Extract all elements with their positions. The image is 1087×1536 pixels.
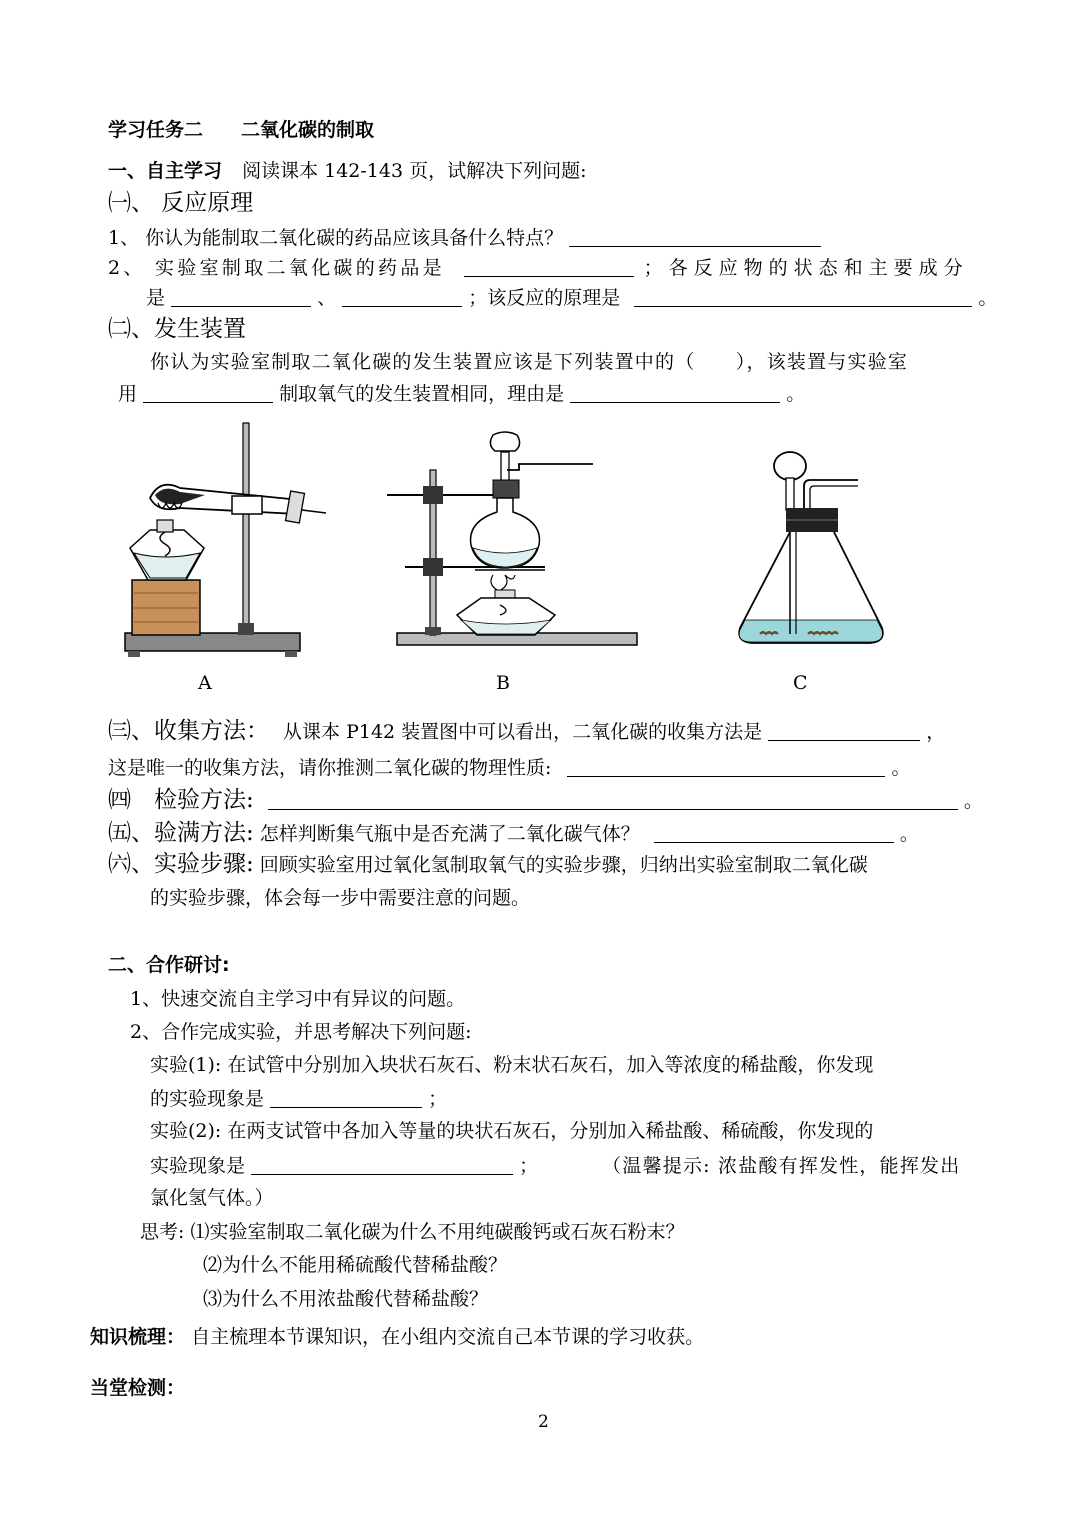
section-1-heading	[108, 162, 587, 181]
exp-1-text-c: ；	[428, 1088, 448, 1110]
q1-item-2-text-f: 。	[978, 287, 998, 309]
q2-text-2	[118, 384, 805, 404]
q2-text-2c: 。	[786, 383, 806, 405]
answer-blank[interactable]	[270, 1089, 422, 1108]
q2-text-1: 你认为实验室制取二氧化碳的发生装置应该是下列装置中的（ ），该装置与实验室	[150, 351, 909, 373]
q4-end: 。	[963, 790, 983, 812]
answer-blank[interactable]	[268, 791, 958, 810]
page-title: 学习任务二 二氧化碳的制取	[108, 119, 375, 141]
exp-2-text-e: 氯化氢气体。）	[150, 1187, 274, 1209]
q3-line-2	[108, 758, 911, 778]
apparatus-b-figure	[385, 430, 645, 650]
exp-2-text-b: 实验现象是	[150, 1155, 246, 1177]
apparatus-a-figure	[120, 418, 310, 663]
q2-title: ㈡、发生装置	[108, 316, 246, 342]
answer-blank[interactable]	[251, 1156, 513, 1175]
s2-item-1: 1、快速交流自主学习中有异议的问题。	[130, 988, 466, 1010]
s2-item-2: 2、合作完成实验，并思考解决下列问题:	[130, 1021, 472, 1043]
figure-label-b: B	[496, 672, 510, 694]
exp-1-text-b: 的实验现象是	[150, 1088, 265, 1110]
q1-item-1	[108, 228, 821, 248]
q1-item-2-cont	[146, 288, 997, 308]
think-3: ⑶为什么不用浓盐酸代替稀盐酸？	[203, 1288, 489, 1310]
q1-item-2-text-e: ；该反应的原理是	[468, 287, 621, 309]
apparatus-c-figure	[730, 438, 890, 663]
q4-title: ㈣ 检验方法:	[108, 787, 254, 813]
section-2-heading: 二、合作研讨:	[108, 954, 230, 976]
q1-item-2-text: 2、 实验室制取二氧化碳的药品是	[108, 257, 445, 279]
q6-title: ㈥、实验步骤:	[108, 851, 254, 877]
q1-item-1-text: 1、 你认为能制取二氧化碳的药品应该具备什么特点？	[108, 227, 564, 249]
q3-line-1	[108, 720, 945, 743]
q5-end: 。	[899, 823, 919, 845]
answer-blank[interactable]	[342, 288, 462, 307]
answer-blank[interactable]	[464, 258, 634, 277]
summary-line	[90, 1328, 704, 1347]
answer-blank[interactable]	[768, 722, 920, 741]
summary-label: 知识梳理：	[90, 1326, 186, 1348]
test-heading: 当堂检测：	[90, 1377, 186, 1399]
exp-1-text-a: 实验(1): 在试管中分别加入块状石灰石、粉末状石灰石，加入等浓度的稀盐酸，你发现	[150, 1054, 874, 1076]
exp-2-text-a: 实验(2): 在两支试管中各加入等量的块状石灰石，分别加入稀盐酸、稀硫酸，你发现的	[150, 1120, 874, 1142]
q2-text-2b: 制取氧气的发生装置相同，理由是	[279, 383, 565, 405]
q2-text-2a: 用	[118, 383, 138, 405]
exp-2-hint: （温馨提示: 浓盐酸有挥发性，能挥发出	[602, 1155, 961, 1177]
q1-item-2-text-c: 是	[146, 287, 166, 309]
think-1: 思考: ⑴实验室制取二氧化碳为什么不用纯碳酸钙或石灰石粉末？	[140, 1221, 685, 1243]
answer-blank[interactable]	[567, 758, 885, 777]
q5-line	[108, 822, 919, 845]
answer-blank[interactable]	[143, 384, 273, 403]
answer-blank[interactable]	[634, 288, 972, 307]
figure-label-a: A	[198, 672, 212, 694]
page-number: 2	[538, 1412, 549, 1432]
exp-1-line-b	[150, 1089, 447, 1109]
q3-text-1: 从课本 P142 装置图中可以看出，二氧化碳的收集方法是	[283, 721, 763, 743]
q6-line-1	[108, 853, 868, 876]
q3-text-1-end: ，	[926, 721, 946, 743]
exp-2-line-b	[150, 1156, 960, 1176]
exp-2-text-c: ；	[519, 1155, 539, 1177]
q6-text-2: 的实验步骤，体会每一步中需要注意的问题。	[150, 887, 531, 909]
answer-blank[interactable]	[654, 824, 894, 843]
q3-text-2: 这是唯一的收集方法，请你推测二氧化碳的物理性质:	[108, 757, 552, 779]
q1-item-2	[108, 258, 969, 278]
answer-blank[interactable]	[569, 228, 821, 247]
q3-title: ㈢、收集方法：	[108, 718, 269, 744]
q5-title: ㈤、验满方法:	[108, 820, 254, 846]
q1-title: ㈠、 反应原理	[108, 190, 254, 216]
answer-blank[interactable]	[171, 288, 311, 307]
q3-text-2-end: 。	[891, 757, 911, 779]
summary-text: 自主梳理本节课知识，在小组内交流自己本节课的学习收获。	[191, 1326, 705, 1348]
section-1-label: 一、自主学习	[108, 160, 223, 182]
section-1-instruction: 阅读课本 142-143 页，试解决下列问题:	[242, 160, 587, 182]
q5-text: 怎样判断集气瓶中是否充满了二氧化碳气体？	[259, 823, 640, 845]
q1-item-2-text-d: 、	[317, 287, 337, 309]
figure-label-c: C	[793, 672, 808, 694]
answer-blank[interactable]	[570, 384, 780, 403]
q4-line	[108, 789, 983, 812]
think-2: ⑵为什么不能用稀硫酸代替稀盐酸？	[203, 1254, 508, 1276]
q6-text-1: 回顾实验室用过氧化氢制取氧气的实验步骤，归纳出实验室制取二氧化碳	[259, 854, 868, 876]
q1-item-2-text-b: ；各反应物的状态和主要成分	[643, 257, 969, 279]
